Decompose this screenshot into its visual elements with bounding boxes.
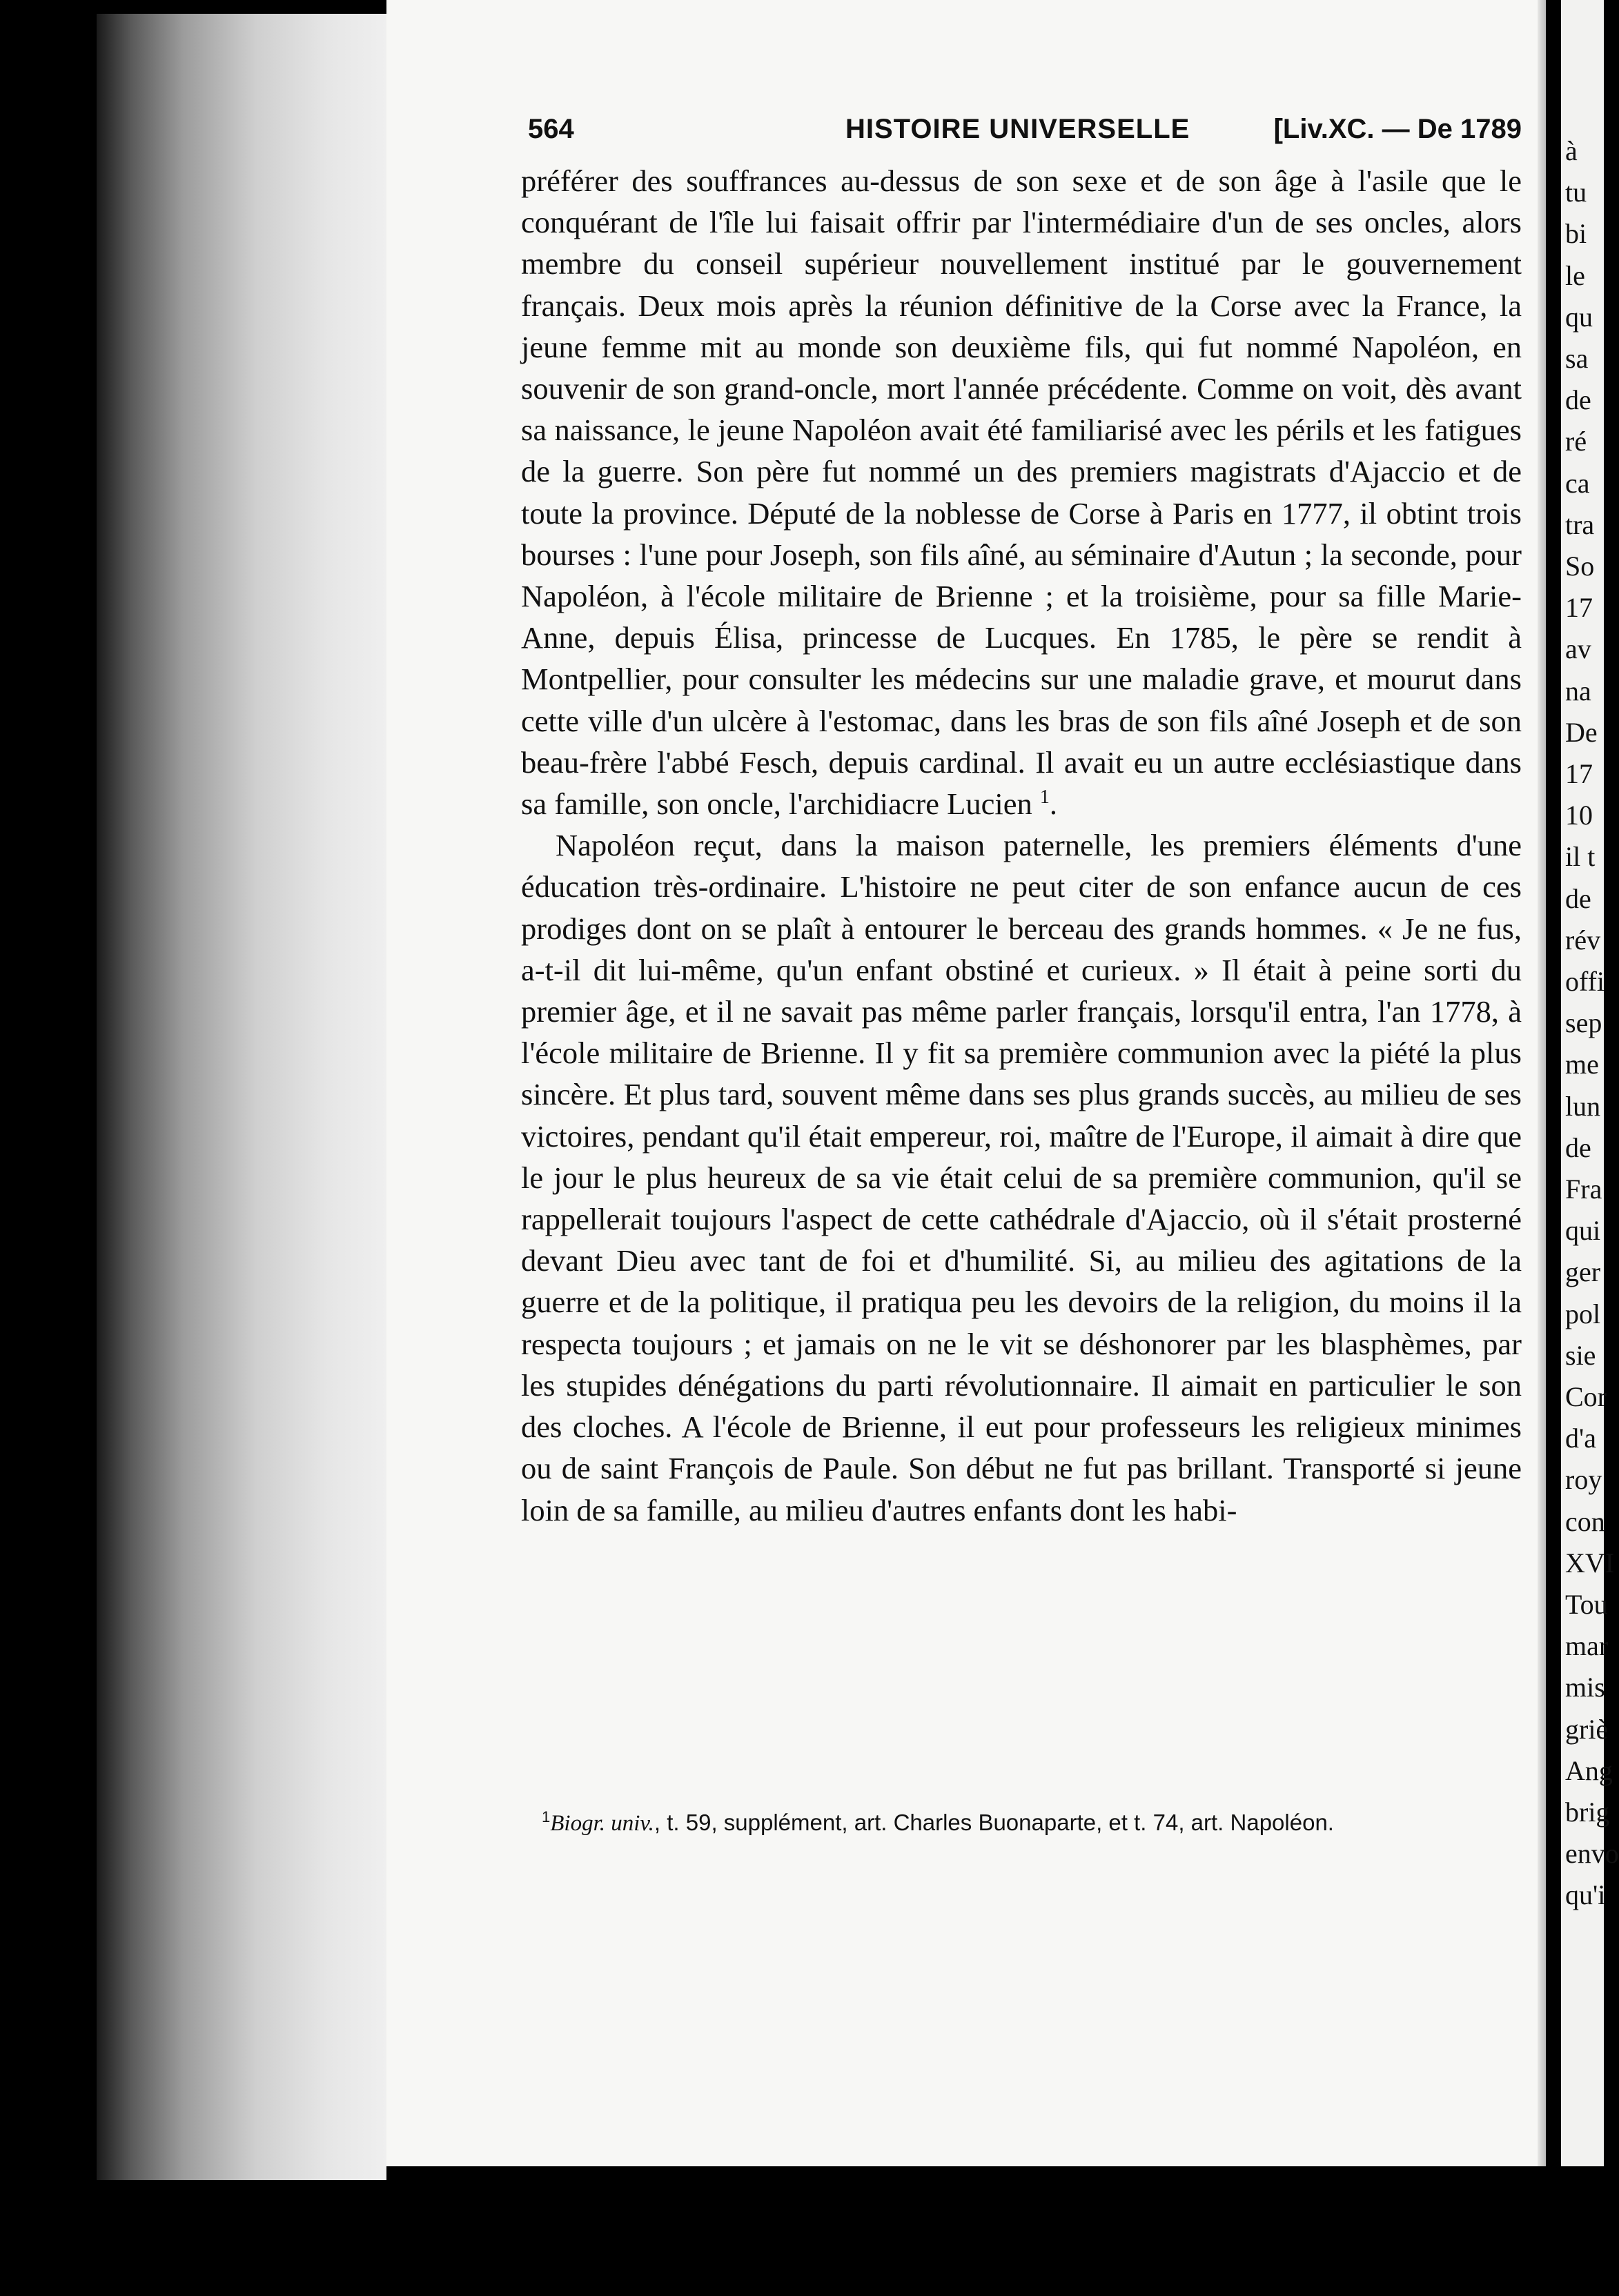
facing-page-fragment: con bbox=[1565, 1505, 1605, 1537]
facing-page-fragment: ger bbox=[1565, 1256, 1601, 1288]
facing-page-fragment: Ang bbox=[1565, 1754, 1613, 1786]
facing-page-fragment: sie bbox=[1565, 1339, 1596, 1371]
facing-page-fragment: lun bbox=[1565, 1090, 1601, 1122]
footnote-source: Biogr. univ. bbox=[550, 1811, 654, 1836]
facing-page-fragment: envo bbox=[1565, 1838, 1619, 1870]
footnote-marker: 1 bbox=[542, 1808, 551, 1825]
running-section: [Liv.XC. — De 1789 bbox=[1273, 114, 1522, 144]
facing-page-fragment: Fra bbox=[1565, 1174, 1602, 1205]
footnote-text: , t. 59, supplément, art. Charles Buonaparte, et t. 74, art. Napoléon. bbox=[654, 1810, 1334, 1835]
facing-page-fragment: tu bbox=[1565, 177, 1587, 208]
facing-page-edge bbox=[1561, 0, 1619, 2166]
facing-page-fragment: sep bbox=[1565, 1007, 1602, 1039]
facing-page-fragment: pol bbox=[1565, 1298, 1601, 1329]
facing-page-fragment: de bbox=[1565, 1131, 1591, 1163]
running-title: HISTOIRE UNIVERSELLE bbox=[845, 114, 1190, 144]
facing-page-fragment: av bbox=[1565, 633, 1591, 665]
facing-page-fragment: De bbox=[1565, 716, 1598, 748]
facing-page-fragment: à bbox=[1565, 135, 1578, 166]
facing-page-fragment: bi bbox=[1565, 218, 1587, 250]
facing-page-fragment: il t bbox=[1565, 841, 1596, 873]
paragraph-text: préférer des souffrances au-dessus de son sexe et de son âge à l'asile que le conquérant de l'île lui faisait offrir par l'intermédiaire d'un de ses oncles, alors membre du conseil supérieur nouvellement institué par le gouvernement français. Deux mois après la réunion définitive de la Corse avec la France, la jeune femme mit au monde son deuxième fils, qui fut nommé Napoléon, en souvenir de son grand-oncle, mort l'année précédente. Comme on voit, dès avant sa naissance, le jeune Napoléon avait été familiarisé avec les périls et les fatigues de la guerre. Son père fut nommé un des premiers magistrats d'Ajaccio et de toute la province. Député de la noblesse de Corse à Paris en 1777, il obtint trois bourses : l'une pour Joseph, son fils aîné, au séminaire d'Autun ; la seconde, pour Napoléon, à l'école militaire de Brienne ; et la troisième, pour sa fille Marie-Anne, depuis Élisa, princesse de Lucques. En 1785, le père se rendit à Montpellier, pour consulter les médecins sur une maladie grave, et mourut dans cette ville d'un ulcère à l'estomac, dans les bras de son fils aîné Joseph et de son beau-frère l'abbé Fesch, depuis cardinal. Il avait eu un autre ecclésiastique dans sa famille, son oncle, l'archidiacre Lucien bbox=[521, 164, 1522, 822]
facing-page-fragment: sa bbox=[1565, 343, 1589, 374]
facing-page-fragment: 10 bbox=[1565, 800, 1593, 831]
facing-page-fragment: Tou bbox=[1565, 1589, 1608, 1620]
facing-page-fragment: le bbox=[1565, 259, 1585, 291]
book-binding-edge bbox=[97, 14, 386, 2180]
paragraph bbox=[521, 160, 1522, 824]
footnote bbox=[521, 1801, 1522, 1840]
facing-page-fragment: de bbox=[1565, 882, 1591, 914]
body-text bbox=[521, 160, 1522, 1531]
facing-page-fragment: Cor bbox=[1565, 1381, 1607, 1412]
page-fold-shadow bbox=[1538, 0, 1546, 2166]
paragraph-end: . bbox=[1049, 786, 1057, 822]
facing-page-fragment: 17 bbox=[1565, 592, 1593, 624]
facing-page-fragment: qu'i bbox=[1565, 1879, 1606, 1911]
facing-page-fragment: 17 bbox=[1565, 758, 1593, 789]
facing-page-fragment: na bbox=[1565, 675, 1591, 706]
facing-page-fragment: griè bbox=[1565, 1713, 1609, 1745]
facing-page-fragment: de bbox=[1565, 384, 1591, 416]
facing-page-fragment: XVI bbox=[1565, 1547, 1615, 1578]
facing-page-fragment: roy bbox=[1565, 1464, 1602, 1496]
facing-page-fragment: ré bbox=[1565, 426, 1587, 457]
facing-page-fragment: me bbox=[1565, 1049, 1599, 1080]
facing-page-fragment: offi bbox=[1565, 966, 1605, 997]
facing-page-fragment: So bbox=[1565, 551, 1595, 582]
facing-page-fragment: d'a bbox=[1565, 1423, 1596, 1454]
facing-page-fragment: mar bbox=[1565, 1630, 1609, 1662]
page-number: 564 bbox=[528, 114, 574, 144]
facing-page-fragment: mis bbox=[1565, 1672, 1605, 1703]
facing-page-fragment: rév bbox=[1565, 924, 1601, 956]
facing-page-fragment: ca bbox=[1565, 467, 1590, 499]
footnote-reference[interactable]: 1 bbox=[1039, 786, 1050, 809]
facing-page-fragment: brig bbox=[1565, 1797, 1610, 1828]
facing-page-fragment: qui bbox=[1565, 1215, 1601, 1247]
facing-page-fragment: tra bbox=[1565, 508, 1595, 540]
paragraph: Napoléon reçut, dans la maison paternelle, les premiers éléments d'une éducation très-ordinaire. L'histoire ne peut citer de son enfance aucun de ces prodiges dont on se plaît à entourer le berceau des grands hommes. « Je ne fus, a-t-il dit lui-même, qu'un enfant obstiné et curieux. » Il était à peine sorti du premier âge, et il ne savait pas même parler français, lorsqu'il entra, l'an 1778, à l'école militaire de Brienne. Il y fit sa première communion avec la piété la plus sincère. Et plus tard, souvent même dans ses plus grands succès, au milieu de ses victoires, pendant qu'il était empereur, roi, maître de l'Europe, il aimait à dire que le jour le plus heureux de sa vie était celui de sa première communion, qu'il se rappellerait toujours l'aspect de cette cathédrale d'Ajaccio, où il s'était prosterné devant Dieu avec tant de foi et d'humilité. Si, au milieu des agitations de la guerre et de la politique, il pratiqua peu les devoirs de la religion, du moins il la respecta toujours ; et jamais on ne le vit se déshonorer par les blasphèmes, par les stupides dénégations du parti révolutionnaire. Il aimait en particulier le son des cloches. A l'école de Brienne, il eut pour professeurs les religieux minimes ou de saint François de Paule. Son début ne fut pas brillant. Transporté si jeune loin de sa famille, au milieu d'autres enfants dont les habi- bbox=[521, 828, 1522, 1527]
running-head bbox=[528, 114, 1522, 155]
facing-page-fragment: qu bbox=[1565, 301, 1593, 333]
